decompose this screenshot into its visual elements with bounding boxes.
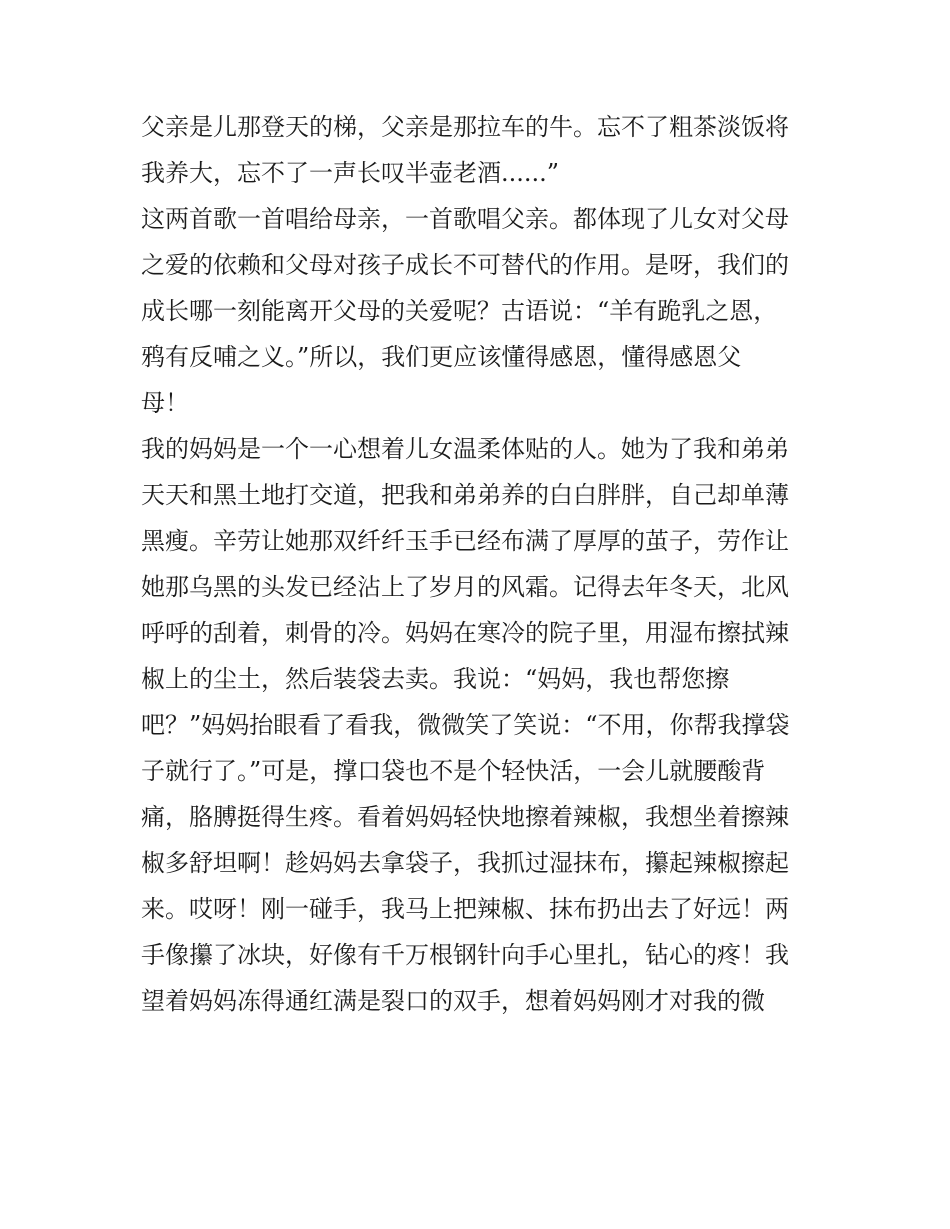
text-line: 椒上的尘土，然后装袋去卖。我说：“妈妈，我也帮您擦 (141, 665, 730, 693)
text-line: 手像攥了冰块，好像有千万根钢针向手心里扎，钻心的疼！我 (141, 941, 789, 969)
text-line: 她那乌黑的头发已经沾上了岁月的风霜。记得去年冬天，北风 (141, 573, 789, 601)
text-line: 之爱的依赖和父母对孩子成长不可替代的作用。是呀，我们的 (141, 251, 789, 279)
text-line: 母！ (141, 389, 189, 417)
text-line: 来。哎呀！刚一碰手，我马上把辣椒、抹布扔出去了好远！两 (141, 895, 789, 923)
text-line: 成长哪一刻能离开父母的关爱呢？古语说：“羊有跪乳之恩， (141, 297, 778, 325)
text-line: 这两首歌一首唱给母亲，一首歌唱父亲。都体现了儿女对父母 (141, 205, 789, 233)
text-line: 黑瘦。辛劳让她那双纤纤玉手已经布满了厚厚的茧子，劳作让 (141, 527, 789, 555)
text-line: 天天和黑土地打交道，把我和弟弟养的白白胖胖，自己却单薄 (141, 481, 789, 509)
text-line: 我的妈妈是一个一心想着儿女温柔体贴的人。她为了我和弟弟 (141, 435, 789, 463)
text-line: 痛，胳膊挺得生疼。看着妈妈轻快地擦着辣椒，我想坐着擦辣 (141, 803, 789, 831)
text-line: 吧？”妈妈抬眼看了看我，微微笑了笑说：“不用，你帮我撑袋 (141, 711, 790, 739)
text-line: 子就行了。”可是，撑口袋也不是个轻快活，一会儿就腰酸背 (141, 757, 766, 785)
text-line: 我养大，忘不了一声长叹半壶老酒......” (141, 159, 560, 187)
text-line: 鸦有反哺之义。”所以，我们更应该懂得感恩，懂得感恩父 (141, 343, 742, 371)
essay-text (141, 104, 821, 1024)
text-line: 望着妈妈冻得通红满是裂口的双手，想着妈妈刚才对我的微 (141, 987, 765, 1015)
text-line: 椒多舒坦啊！趁妈妈去拿袋子，我抓过湿抹布，攥起辣椒擦起 (141, 849, 789, 877)
text-line: 父亲是儿那登天的梯，父亲是那拉车的牛。忘不了粗茶淡饭将 (141, 113, 789, 141)
text-line: 呼呼的刮着，刺骨的冷。妈妈在寒冷的院子里，用湿布擦拭辣 (141, 619, 789, 647)
